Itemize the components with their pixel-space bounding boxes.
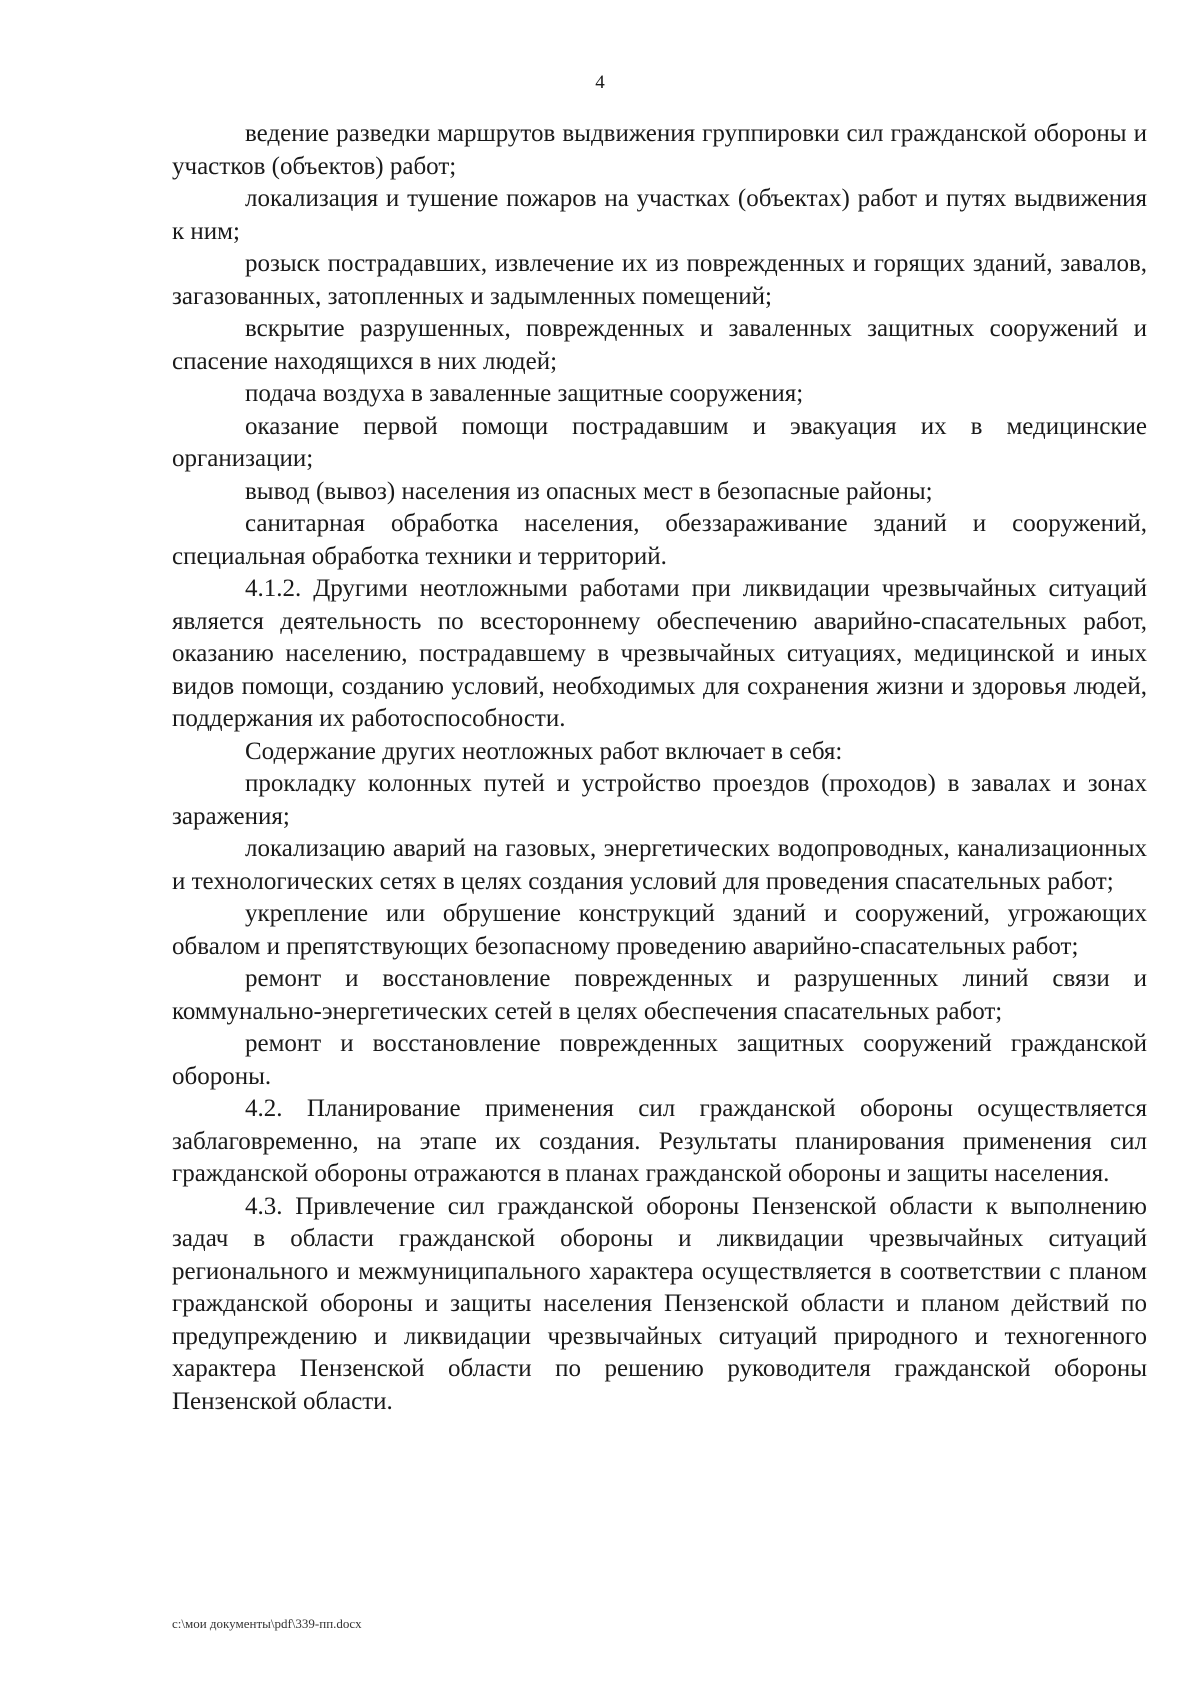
paragraph-section-4-1-2: 4.1.2. Другими неотложными работами при ликвидации чрезвычайных ситуаций является деятельность по всестороннему обеспечению аварийно-спасательных работ, оказанию населению, пострадавшему в чрезвычайных ситуациях, медицинской и иных видов помощи, созданию условий, необходимых для сохранения жизни и здоровья людей, поддержания их работоспособности.	[172, 575, 1147, 732]
paragraph: прокладку колонных путей и устройство проездов (проходов) в завалах и зонах заражения;	[172, 770, 1147, 830]
paragraph: ведение разведки маршрутов выдвижения группировки сил гражданской обороны и участков (объектов) работ;	[172, 120, 1147, 180]
paragraph: укрепление или обрушение конструкций зданий и сооружений, угрожающих обвалом и препятствующих безопасному проведению аварийно-спасательных работ;	[172, 900, 1147, 960]
paragraph: санитарная обработка населения, обеззараживание зданий и сооружений, специальная обработка техники и территорий.	[172, 510, 1147, 570]
paragraph-section-4-3: 4.3. Привлечение сил гражданской обороны Пензенской области к выполнению задач в области гражданской обороны и ликвидации чрезвычайных ситуаций регионального и межмуниципального характера осуществляется в соответствии с планом гражданской обороны и защиты населения Пензенской области и планом действий по предупреждению и ликвидации чрезвычайных ситуаций природного и техногенного характера Пензенской области по решению руководителя гражданской обороны Пензенской области.	[172, 1192, 1147, 1415]
paragraph: вывод (вывоз) населения из опасных мест в безопасные районы;	[245, 477, 933, 505]
document-body	[172, 118, 1147, 1418]
paragraph: Содержание других неотложных работ включает в себя:	[245, 737, 843, 765]
paragraph: оказание первой помощи пострадавшим и эвакуация их в медицинские организации;	[172, 412, 1147, 472]
paragraph: локализация и тушение пожаров на участках (объектах) работ и путях выдвижения к ним;	[172, 185, 1147, 245]
paragraph: локализацию аварий на газовых, энергетических водопроводных, канализационных и технологических сетях в целях создания условий для проведения спасательных работ;	[172, 835, 1147, 895]
paragraph: подача воздуха в заваленные защитные сооружения;	[245, 380, 804, 407]
paragraph: вскрытие разрушенных, поврежденных и заваленных защитных сооружений и спасение находящихся в них людей;	[172, 315, 1147, 375]
paragraph-section-4-2: 4.2. Планирование применения сил гражданской обороны осуществляется заблаговременно, на этапе их создания. Результаты планирования применения сил гражданской обороны отражаются в планах гражданской обороны и защиты населения.	[172, 1095, 1147, 1187]
footer-file-path: c:\мои документы\pdf\339-пп.docx	[172, 1616, 362, 1631]
page-number: 4	[595, 72, 605, 93]
paragraph: ремонт и восстановление поврежденных защитных сооружений гражданской обороны.	[172, 1030, 1147, 1090]
paragraph: ремонт и восстановление поврежденных и разрушенных линий связи и коммунально-энергетических сетей в целях обеспечения спасательных работ;	[172, 965, 1147, 1025]
paragraph: розыск пострадавших, извлечение их из поврежденных и горящих зданий, завалов, загазованных, затопленных и задымленных помещений;	[172, 250, 1147, 310]
